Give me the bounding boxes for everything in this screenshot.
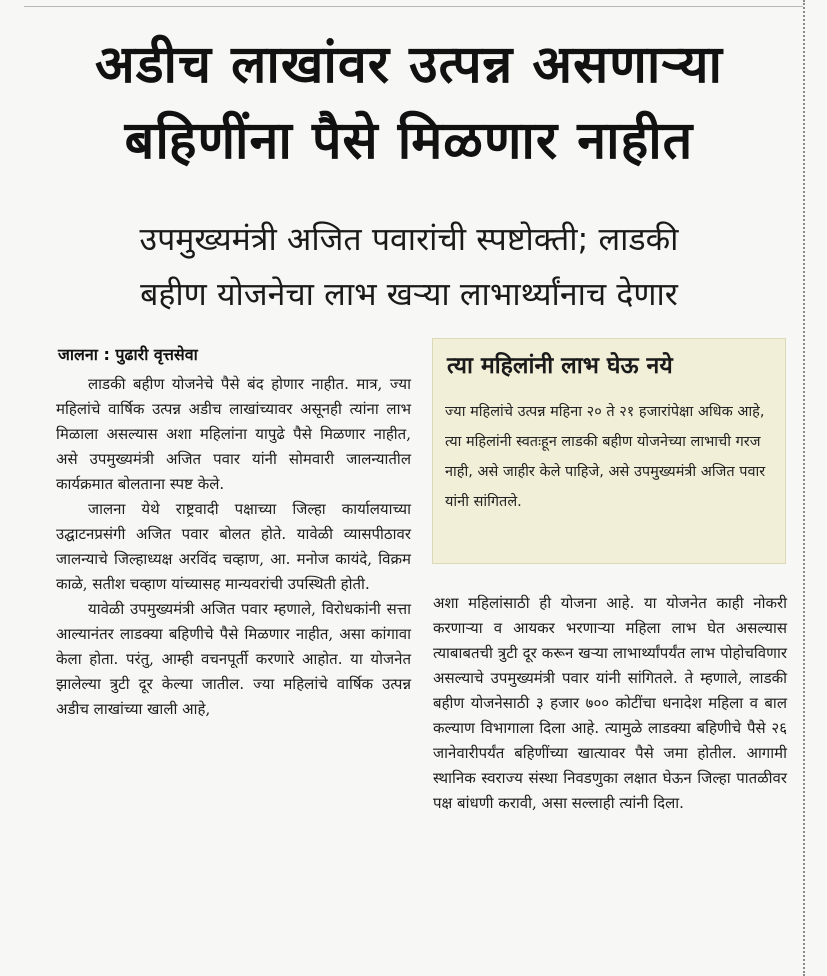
byline: जालना : पुढारी वृत्तसेवा: [58, 345, 198, 364]
headline-line-1: अडीच लाखांवर उत्पन्न असणाऱ्या: [94, 35, 724, 95]
headline-line-2: बहिणींना पैसे मिळणार नाहीत: [124, 111, 694, 171]
article-column-left: [56, 372, 411, 722]
highlight-box-title: त्या महिलांनी लाभ घेऊ नये: [447, 353, 673, 379]
top-rule: [24, 6, 803, 7]
paragraph: जालना येथे राष्ट्रवादी पक्षाच्या जिल्हा कार्यालयाच्या उद्घाटनप्रसंगी अजित पवार बोलत होते. यावेळी व्यासपीठावर जालन्याचे जिल्हाध्यक्ष अरविंद चव्हाण, आ. मनोज कायंदे, विक्रम काळे, सतीश चव्हाण यांच्यासह मान्यवरांची उपस्थिती होती.: [56, 500, 411, 593]
subheadline-line-2: बहीण योजनेचा लाभ खऱ्या लाभार्थ्यांनाच देणार: [140, 275, 678, 313]
highlight-box-body: [445, 397, 771, 517]
highlight-box-text: ज्या महिलांचे उत्पन्न महिना २० ते २१ हजारांपेक्षा अधिक आहे, त्या महिलांनी स्वतःहून लाडकी बहीण योजनेच्या लाभाची गरज नाही, असे जाहीर केले पाहिजे, असे उपमुख्यमंत्री अजित पवार यांनी सांगितले.: [445, 404, 766, 510]
column-divider-dotted: [803, 0, 805, 976]
highlight-box: [433, 339, 785, 563]
paragraph: लाडकी बहीण योजनेचे पैसे बंद होणार नाहीत. मात्र, ज्या महिलांचे वार्षिक उत्पन्न अडीच लाखांच्यावर असूनही त्यांना लाभ मिळाला असल्यास अशा महिलांना यापुढे पैसे मिळणार नाहीत, असे उपमुख्यमंत्री अजित पवार यांनी सोमवारी जालन्यातील कार्यक्रमात बोलताना स्पष्ट केले.: [56, 375, 411, 493]
subheadline-line-1: उपमुख्यमंत्री अजित पवारांची स्पष्टोक्ती; लाडकी: [139, 220, 679, 258]
article-column-right: [433, 591, 787, 816]
paragraph: अशा महिलांसाठी ही योजना आहे. या योजनेत काही नोकरी करणाऱ्या व आयकर भरणाऱ्या महिला लाभ घेत असल्यास त्याबाबतची त्रुटी दूर करून खऱ्या लाभार्थ्यांपर्यंत लाभ पोहोचविणार असल्याचे उपमुख्यमंत्री पवार यांनी सांगितले. ते म्हणाले, लाडकी बहीण योजनेसाठी ३ हजार ७०० कोटींचा धनादेश महिला व बाल कल्याण विभागाला दिला आहे. त्यामुळे लाडक्या बहिणीचे पैसे २६ जानेवारीपर्यंत बहिणींच्या खात्यावर पैसे जमा होतील. आगामी स्थानिक स्वराज्य संस्था निवडणुका लक्षात घेऊन जिल्हा पातळीवर पक्ष बांधणी करावी, असा सल्लाही त्यांनी दिला.: [433, 594, 787, 812]
paragraph: यावेळी उपमुख्यमंत्री अजित पवार म्हणाले, विरोधकांनी सत्ता आल्यानंतर लाडक्या बहिणीचे पैसे मिळणार नाहीत, असा कांगावा केला होता. परंतु, आम्ही वचनपूर्ती करणारे आहोत. या योजनेत झालेल्या त्रुटी दूर केल्या जातील. ज्या महिलांचे वार्षिक उत्पन्न अडीच लाखांच्या खाली आहे,: [56, 600, 411, 718]
